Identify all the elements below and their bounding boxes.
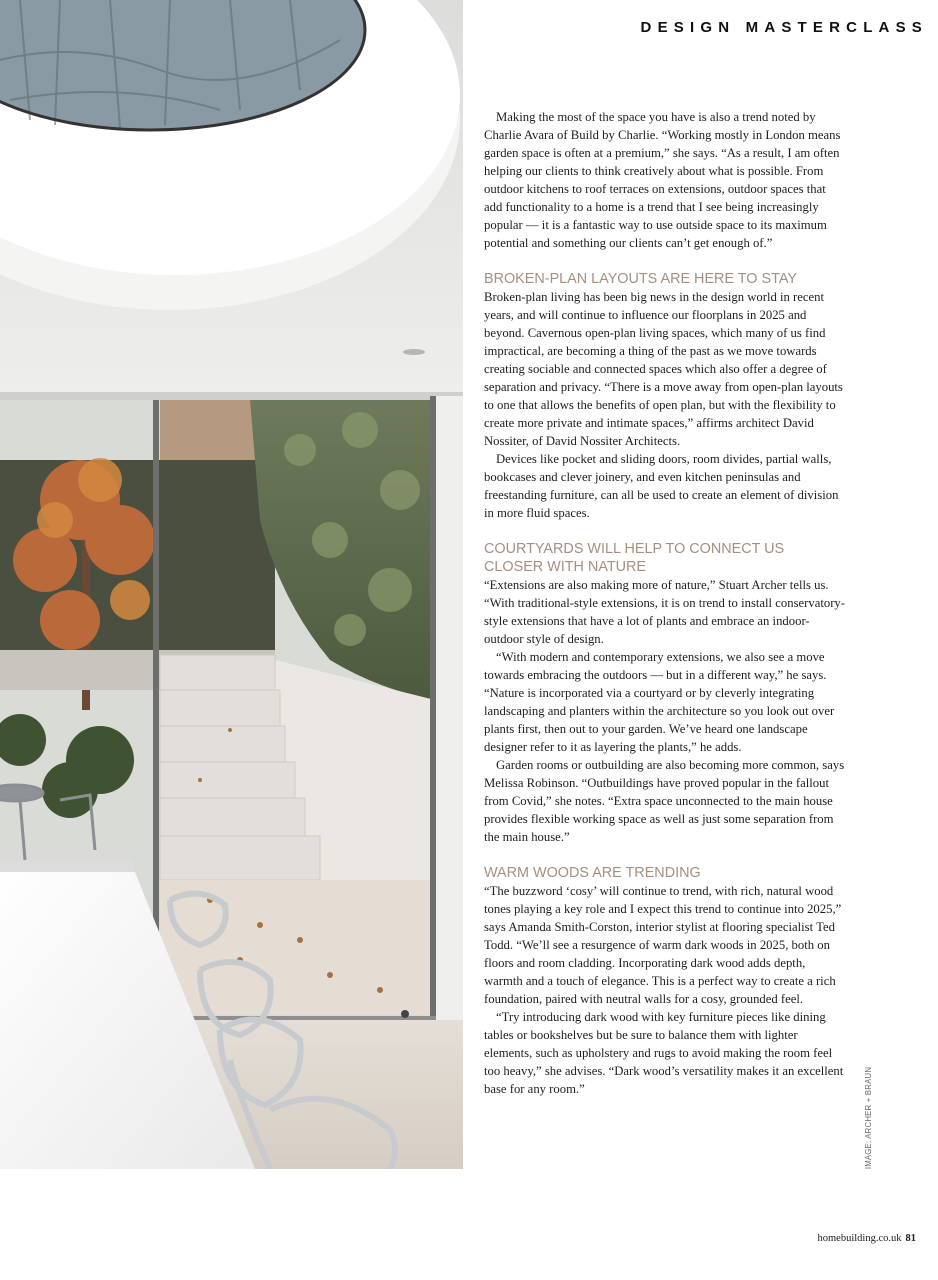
body-paragraph: Garden rooms or outbuilding are also becoming more common, says Melissa Robinson. “Outbuildings have proved popular in the fallout from Covid,” she notes. “Extra space unconnected to the main house provides flexible working space as well as just some separation from the main house.”	[484, 758, 845, 844]
body-paragraph: Devices like pocket and sliding doors, room divides, partial walls, bookcases and clever joinery, and even kitchen peninsulas and freestanding furniture, can all be used to create an element of division in more fluid spaces.	[484, 452, 839, 520]
kitchen-courtyard-illustration	[0, 0, 463, 1169]
article-body	[484, 108, 846, 1098]
body-paragraph: Broken-plan living has been big news in the design world in recent years, and will continue to influence our floorplans in 2025 and beyond. Cavernous open-plan living spaces, which many of us find impractical, are becoming a thing of the past as we move towards creating sociable and connected spaces which also offer a degree of separation and privacy. “There is a move away from open-plan layouts to one that allows the benefits of open plan, but with the flexibility to create more private and intimate spaces,” affirms architect David Nossiter, of David Nossiter Architects.	[484, 290, 843, 448]
section-label: DESIGN MASTERCLASS	[640, 19, 928, 36]
feature-photo	[0, 0, 463, 1169]
photo-credit: IMAGE: ARCHER + BRAUN	[864, 1066, 873, 1170]
section-heading: COURTYARDS WILL HELP TO CONNECT US CLOSER WITH NATURE	[484, 541, 785, 575]
section-heading: WARM WOODS ARE TRENDING	[484, 865, 701, 881]
section-heading: BROKEN-PLAN LAYOUTS ARE HERE TO STAY	[484, 271, 797, 287]
body-paragraph: “The buzzword ‘cosy’ will continue to trend, with rich, natural wood tones playing a key role and I expect this trend to continue into 2025,” says Amanda Smith-Corston, interior stylist at flooring specialist Ted Todd. “We’ll see a resurgence of warm dark woods in 2025, both on floors and room cladding. Incorporating dark wood adds depth, warmth and a touch of elegance. This is a perfect way to create a rich foundation, paired with neutral walls for a cosy, grounded feel.	[484, 884, 842, 1006]
body-paragraph: “With modern and contemporary extensions, we also see a move towards embracing the outdoors — but in a different way,” he says. “Nature is incorporated via a courtyard or by cleverly integrating landscaping and planters within the architecture so you look out over plants first, then out to your garden. We’ve heard one landscape designer refer to it as layering the plants,” he adds.	[484, 650, 835, 754]
body-paragraph: “Try introducing dark wood with key furniture pieces like dining tables or bookshelves but be sure to balance them with lighter elements, such as upholstery and rugs to avoid making the room feel too heavy,” she advises. “Dark wood’s versatility makes it an excellent base for any room.”	[484, 1010, 844, 1096]
website-url[interactable]: homebuilding.co.uk	[817, 1233, 902, 1244]
body-paragraph: “Extensions are also making more of nature,” Stuart Archer tells us. “With traditional-style extensions, it is on trend to install conservatory-style extensions that have a lot of plants and embrace an indoor-outdoor style of design.	[484, 578, 846, 646]
intro-paragraph: Making the most of the space you have is also a trend noted by Charlie Avara of Build by Charlie. “Working mostly in London means garden space is often at a premium,” she says. “As a result, I am often helping our clients to think creatively about what is possible. From outdoor kitchens to roof terraces on extensions, outdoor spaces that add functionality to a home is a trend that I see being increasingly popular — it is a fantastic way to use outside space to its maximum potential and something our clients can’t get enough of.”	[484, 110, 841, 250]
page-number: 81	[905, 1233, 916, 1244]
page-footer	[818, 1233, 917, 1244]
